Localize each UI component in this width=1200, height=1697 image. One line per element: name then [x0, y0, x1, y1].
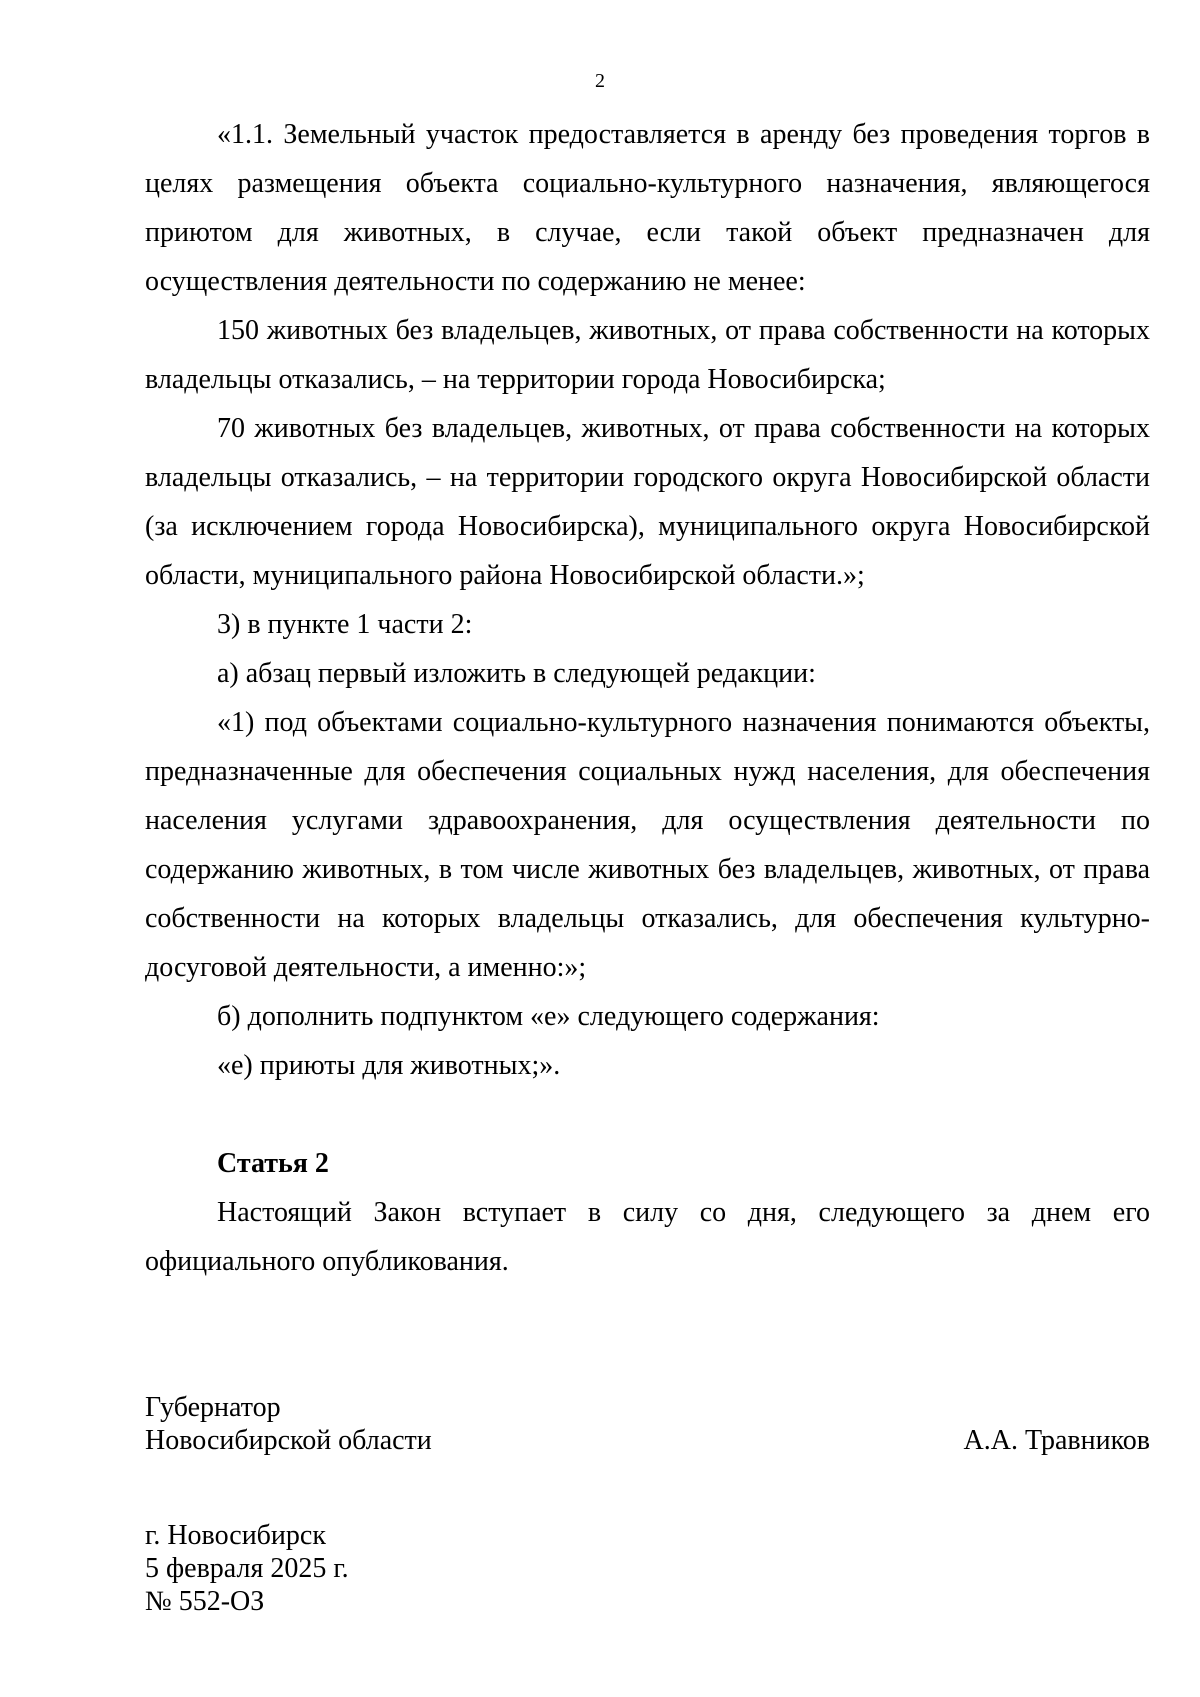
paragraph-subitem-a: а) абзац первый изложить в следующей редакции:: [217, 658, 816, 689]
footer-law-number: № 552-ОЗ: [145, 1586, 265, 1617]
document-body: [145, 110, 1150, 1286]
paragraph-land-lease: «1.1. Земельный участок предоставляется в аренду без проведения торгов в целях размещения объекта социально-культурного назначения, являющегося приютом для животных, в случае, если такой объект предназначен для осуществления деятельности по содержанию не менее:: [145, 119, 1150, 297]
article-heading: Статья 2: [217, 1148, 329, 1179]
page-number: 2: [595, 70, 605, 92]
signer-position-line1: Губернатор: [145, 1392, 281, 1423]
paragraph-definition: «1) под объектами социально-культурного назначения понимаются объекты, предназначенные для обеспечения социальных нужд населения, для обеспечения населения услугами здравоохранения, для осуществления деятельности по содержанию животных, в том числе животных без владельцев, животных, от права собственности на которых владельцы отказались, для обеспечения культурно-досуговой деятельности, а именно:»;: [145, 707, 1150, 983]
paragraph-region-districts: 70 животных без владельцев, животных, от права собственности на которых владельцы отказались, – на территории городского округа Новосибирской области (за исключением города Новосибирска), муниципального округа Новосибирской области, муниципального района Новосибирской области.»;: [145, 413, 1150, 591]
footer-city: г. Новосибирск: [145, 1520, 326, 1551]
article-text: Настоящий Закон вступает в силу со дня, следующего за днем его официального опубликования.: [145, 1197, 1150, 1277]
paragraph-item-3: 3) в пункте 1 части 2:: [217, 609, 473, 640]
signer-name: А.А. Травников: [963, 1425, 1150, 1456]
document-footer: [145, 1519, 349, 1618]
paragraph-novosibirsk-city: 150 животных без владельцев, животных, от права собственности на которых владельцы отказались, – на территории города Новосибирска;: [145, 315, 1150, 395]
footer-date: 5 февраля 2025 г.: [145, 1553, 349, 1584]
signer-position-line2: Новосибирской области: [145, 1425, 432, 1456]
signature-block: [145, 1391, 1150, 1457]
paragraph-subitem-b: б) дополнить подпунктом «е» следующего содержания:: [217, 1001, 880, 1032]
paragraph-subitem-e: «е) приюты для животных;».: [217, 1050, 561, 1081]
